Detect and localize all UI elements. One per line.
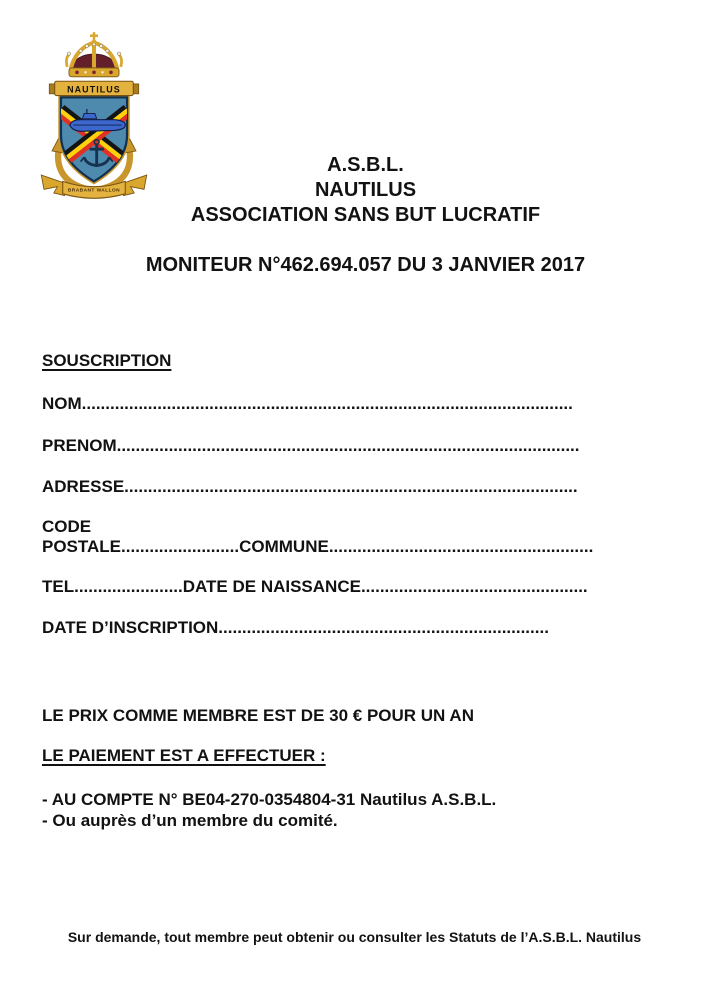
- adresse-field-line: ADRESSE................................................................................................: [42, 477, 578, 496]
- code-postale-label-line1: CODE: [42, 517, 92, 536]
- payment-alternative-line: - Ou auprès d’un membre du comité.: [42, 811, 338, 830]
- nom-field-line: NOM........................................................................................................: [42, 394, 573, 413]
- prenom-field-line: PRENOM..................................................................................................: [42, 436, 580, 455]
- org-abbreviation: A.S.B.L.: [327, 154, 404, 176]
- payment-heading: LE PAIEMENT EST A EFFECTUER :: [42, 746, 326, 765]
- account-number-line: - AU COMPTE N° BE04-270-0354804-31 Nautilus A.S.B.L.: [42, 790, 497, 809]
- souscription-heading: SOUSCRIPTION: [42, 351, 172, 370]
- price-line: LE PRIX COMME MEMBRE EST DE 30 € POUR UN AN: [42, 706, 474, 725]
- org-name: NAUTILUS: [314, 179, 417, 201]
- org-type: ASSOCIATION SANS BUT LUCRATIF: [190, 204, 541, 226]
- postale-commune-field-line: POSTALE.........................COMMUNE........................................................: [42, 537, 594, 556]
- logo-scroll-text: BRABANT WALLON: [67, 188, 121, 194]
- statutes-footer-note: Sur demande, tout membre peut obtenir ou consulter les Statuts de l’A.S.B.L. Nautilus: [67, 929, 642, 945]
- header-title-block: [22, 153, 709, 228]
- crown-icon: [66, 32, 121, 77]
- logo-banner-text: NAUTILUS: [67, 84, 121, 95]
- tel-naissance-field-line: TEL.......................DATE DE NAISSANCE................................................: [42, 577, 588, 596]
- date-inscription-field-line: DATE D’INSCRIPTION......................................................................: [42, 618, 549, 637]
- moniteur-registration-line: MONITEUR N°462.694.057 DU 3 JANVIER 2017: [145, 254, 586, 276]
- nautilus-banner: [49, 81, 138, 95]
